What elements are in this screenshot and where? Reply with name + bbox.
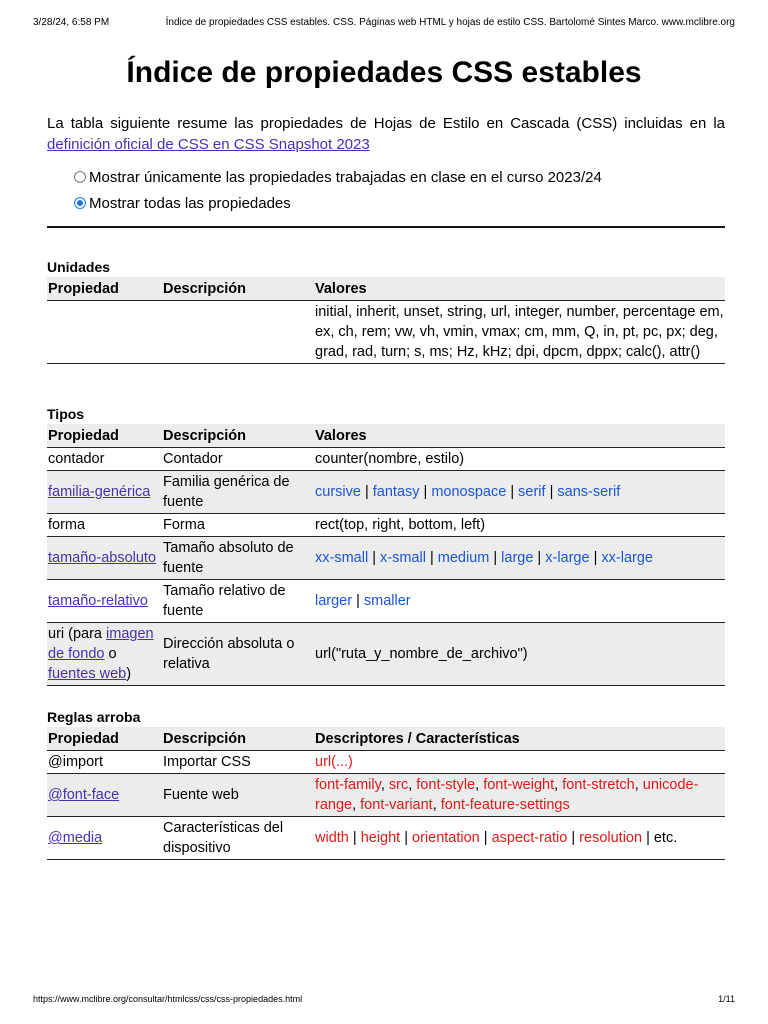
print-header <box>33 17 735 28</box>
desc-cell: Forma <box>162 514 314 537</box>
separator: | <box>506 484 519 500</box>
separator: | <box>589 550 602 566</box>
imagen-de-fondo-link[interactable]: imagen de fondo <box>48 626 154 662</box>
value-link[interactable]: height <box>360 830 401 846</box>
val-cell: counter(nombre, estilo) <box>314 448 725 471</box>
value-link[interactable]: aspect-ratio <box>491 830 568 846</box>
table-row <box>47 471 725 514</box>
prop-link[interactable]: familia-genérica <box>48 484 151 500</box>
prop-link[interactable]: tamaño-absoluto <box>48 550 157 566</box>
separator: | <box>352 593 364 609</box>
separator: | <box>348 830 361 846</box>
val-cell <box>314 580 725 623</box>
table-row <box>47 774 725 817</box>
tipos-table <box>47 424 725 686</box>
value-link[interactable]: font-stretch <box>562 777 635 793</box>
separator: | <box>489 550 502 566</box>
radio-todas-label[interactable]: Mostrar todas las propiedades <box>89 194 291 212</box>
etc-text: | etc. <box>642 830 678 846</box>
val-cell <box>314 751 725 774</box>
value-link[interactable]: font-weight <box>483 777 555 793</box>
col-header: Descriptores / Características <box>314 727 725 751</box>
separator: , <box>432 797 441 813</box>
fuentes-web-link[interactable]: fuentes web <box>48 666 127 682</box>
separator: , <box>352 797 361 813</box>
value-link[interactable]: larger <box>315 593 353 609</box>
section-unidades <box>47 257 725 364</box>
prop-cell: uri (para imagen de fondo o fuentes web) <box>47 623 162 686</box>
print-doc-title: Índice de propiedades CSS estables. CSS. Páginas web HTML y hojas de estilo CSS. Bartolomé Sintes Marco. www.mclibre.org <box>165 17 735 28</box>
col-header: Propiedad <box>47 727 162 751</box>
css-snapshot-link[interactable]: definición oficial de CSS en CSS Snapshot 2023 <box>47 136 370 153</box>
value-link[interactable]: fantasy <box>372 484 420 500</box>
print-url: https://www.mclibre.org/consultar/htmlcss/css/css-propiedades.html <box>33 994 303 1004</box>
radio-option-todas[interactable] <box>74 190 602 216</box>
table-row <box>47 448 725 471</box>
section-title: Tipos <box>47 406 85 422</box>
prop-link[interactable]: @font-face <box>48 787 120 803</box>
table-row <box>47 301 725 364</box>
value-link[interactable]: font-variant <box>360 797 433 813</box>
prop-cell: forma <box>47 514 162 537</box>
col-header: Valores <box>314 424 725 448</box>
value-link[interactable]: font-feature-settings <box>440 797 570 813</box>
separator: | <box>425 550 438 566</box>
value-link[interactable]: smaller <box>363 593 411 609</box>
value-link[interactable]: monospace <box>431 484 507 500</box>
val-cell <box>314 817 725 860</box>
value-link[interactable]: font-style <box>416 777 476 793</box>
page-title: Índice de propiedades CSS estables <box>126 56 642 89</box>
separator: | <box>479 830 492 846</box>
val-cell: url("ruta_y_nombre_de_archivo") <box>314 623 725 686</box>
unidades-table <box>47 277 725 364</box>
value-link[interactable]: sans-serif <box>557 484 621 500</box>
value-link[interactable]: xx-large <box>601 550 653 566</box>
col-header: Descripción <box>162 727 314 751</box>
value-link[interactable]: src <box>388 777 409 793</box>
intro-paragraph <box>47 113 725 155</box>
prop-link[interactable]: tamaño-relativo <box>48 593 148 609</box>
desc-cell: Características del dispositivo <box>162 817 314 860</box>
separator: | <box>533 550 546 566</box>
val-cell: rect(top, right, bottom, left) <box>314 514 725 537</box>
separator: , <box>634 777 643 793</box>
value-link[interactable]: x-large <box>545 550 590 566</box>
value-link[interactable]: url(...) <box>315 754 353 770</box>
value-link[interactable]: font-family <box>315 777 381 793</box>
value-link[interactable]: medium <box>437 550 490 566</box>
print-footer <box>33 994 735 1004</box>
table-row <box>47 817 725 860</box>
radio-clase[interactable] <box>74 171 86 183</box>
prop-cell: contador <box>47 448 162 471</box>
separator: | <box>545 484 558 500</box>
val-cell <box>314 471 725 514</box>
radio-option-clase[interactable] <box>74 164 602 190</box>
prop-link[interactable]: @media <box>48 830 103 846</box>
col-header: Propiedad <box>47 424 162 448</box>
prop-cell <box>47 537 162 580</box>
desc-cell: Tamaño relativo de fuente <box>162 580 314 623</box>
value-link[interactable]: serif <box>518 484 546 500</box>
separator: , <box>554 777 563 793</box>
radio-todas[interactable] <box>74 197 86 209</box>
prop-cell <box>47 817 162 860</box>
radio-clase-label[interactable]: Mostrar únicamente las propiedades trabajadas en clase en el curso 2023/24 <box>89 168 602 186</box>
value-link[interactable]: large <box>501 550 534 566</box>
desc-cell: Importar CSS <box>162 751 314 774</box>
col-header: Valores <box>314 277 725 301</box>
desc-cell: Familia genérica de fuente <box>162 471 314 514</box>
desc-cell: Tamaño absoluto de fuente <box>162 537 314 580</box>
section-tipos <box>47 404 725 686</box>
separator: | <box>360 484 373 500</box>
desc-cell: Fuente web <box>162 774 314 817</box>
value-link[interactable]: x-small <box>380 550 426 566</box>
section-reglas-arroba <box>47 707 725 860</box>
separator: , <box>408 777 417 793</box>
separator: , <box>475 777 484 793</box>
intro-text: La tabla siguiente resume las propiedades de Hojas de Estilo en Cascada (CSS) incluidas en la <box>47 115 725 132</box>
desc-cell: Contador <box>162 448 314 471</box>
table-row <box>47 514 725 537</box>
print-page-number: 1/11 <box>718 994 735 1004</box>
value-link[interactable]: unicode-range <box>315 777 699 813</box>
col-header: Descripción <box>162 277 314 301</box>
value-link[interactable]: cursive <box>315 484 361 500</box>
value-link[interactable]: orientation <box>412 830 480 846</box>
value-link[interactable]: width <box>315 830 349 846</box>
prop-cell <box>47 580 162 623</box>
separator: | <box>400 830 413 846</box>
desc-cell: Dirección absoluta o relativa <box>162 623 314 686</box>
table-row <box>47 580 725 623</box>
prop-cell <box>47 471 162 514</box>
separator: | <box>368 550 380 566</box>
print-datetime: 3/28/24, 6:58 PM <box>33 17 110 28</box>
value-link[interactable]: resolution <box>579 830 643 846</box>
prop-cell <box>47 774 162 817</box>
section-title: Unidades <box>47 259 111 275</box>
unidades-values: initial, inherit, unset, string, url, integer, number, percentage em, ex, ch, rem; vw, vh, vmin, vmax; cm, mm, Q, in, pt, pc, px; deg, grad, rad, turn; s, ms; Hz, kHz; dpi, dpcm, dppx; calc(), attr() <box>314 301 725 364</box>
value-link[interactable]: xx-small <box>315 550 369 566</box>
val-cell <box>314 537 725 580</box>
separator: , <box>380 777 389 793</box>
section-divider <box>47 226 725 228</box>
table-row <box>47 537 725 580</box>
separator: | <box>419 484 432 500</box>
col-header: Descripción <box>162 424 314 448</box>
section-title: Reglas arroba <box>47 709 141 725</box>
table-row <box>47 751 725 774</box>
col-header: Propiedad <box>47 277 162 301</box>
val-cell <box>314 774 725 817</box>
prop-cell: @import <box>47 751 162 774</box>
reglas-table <box>47 727 725 860</box>
filter-radio-group <box>74 164 602 216</box>
separator: | <box>567 830 580 846</box>
table-row <box>47 623 725 686</box>
